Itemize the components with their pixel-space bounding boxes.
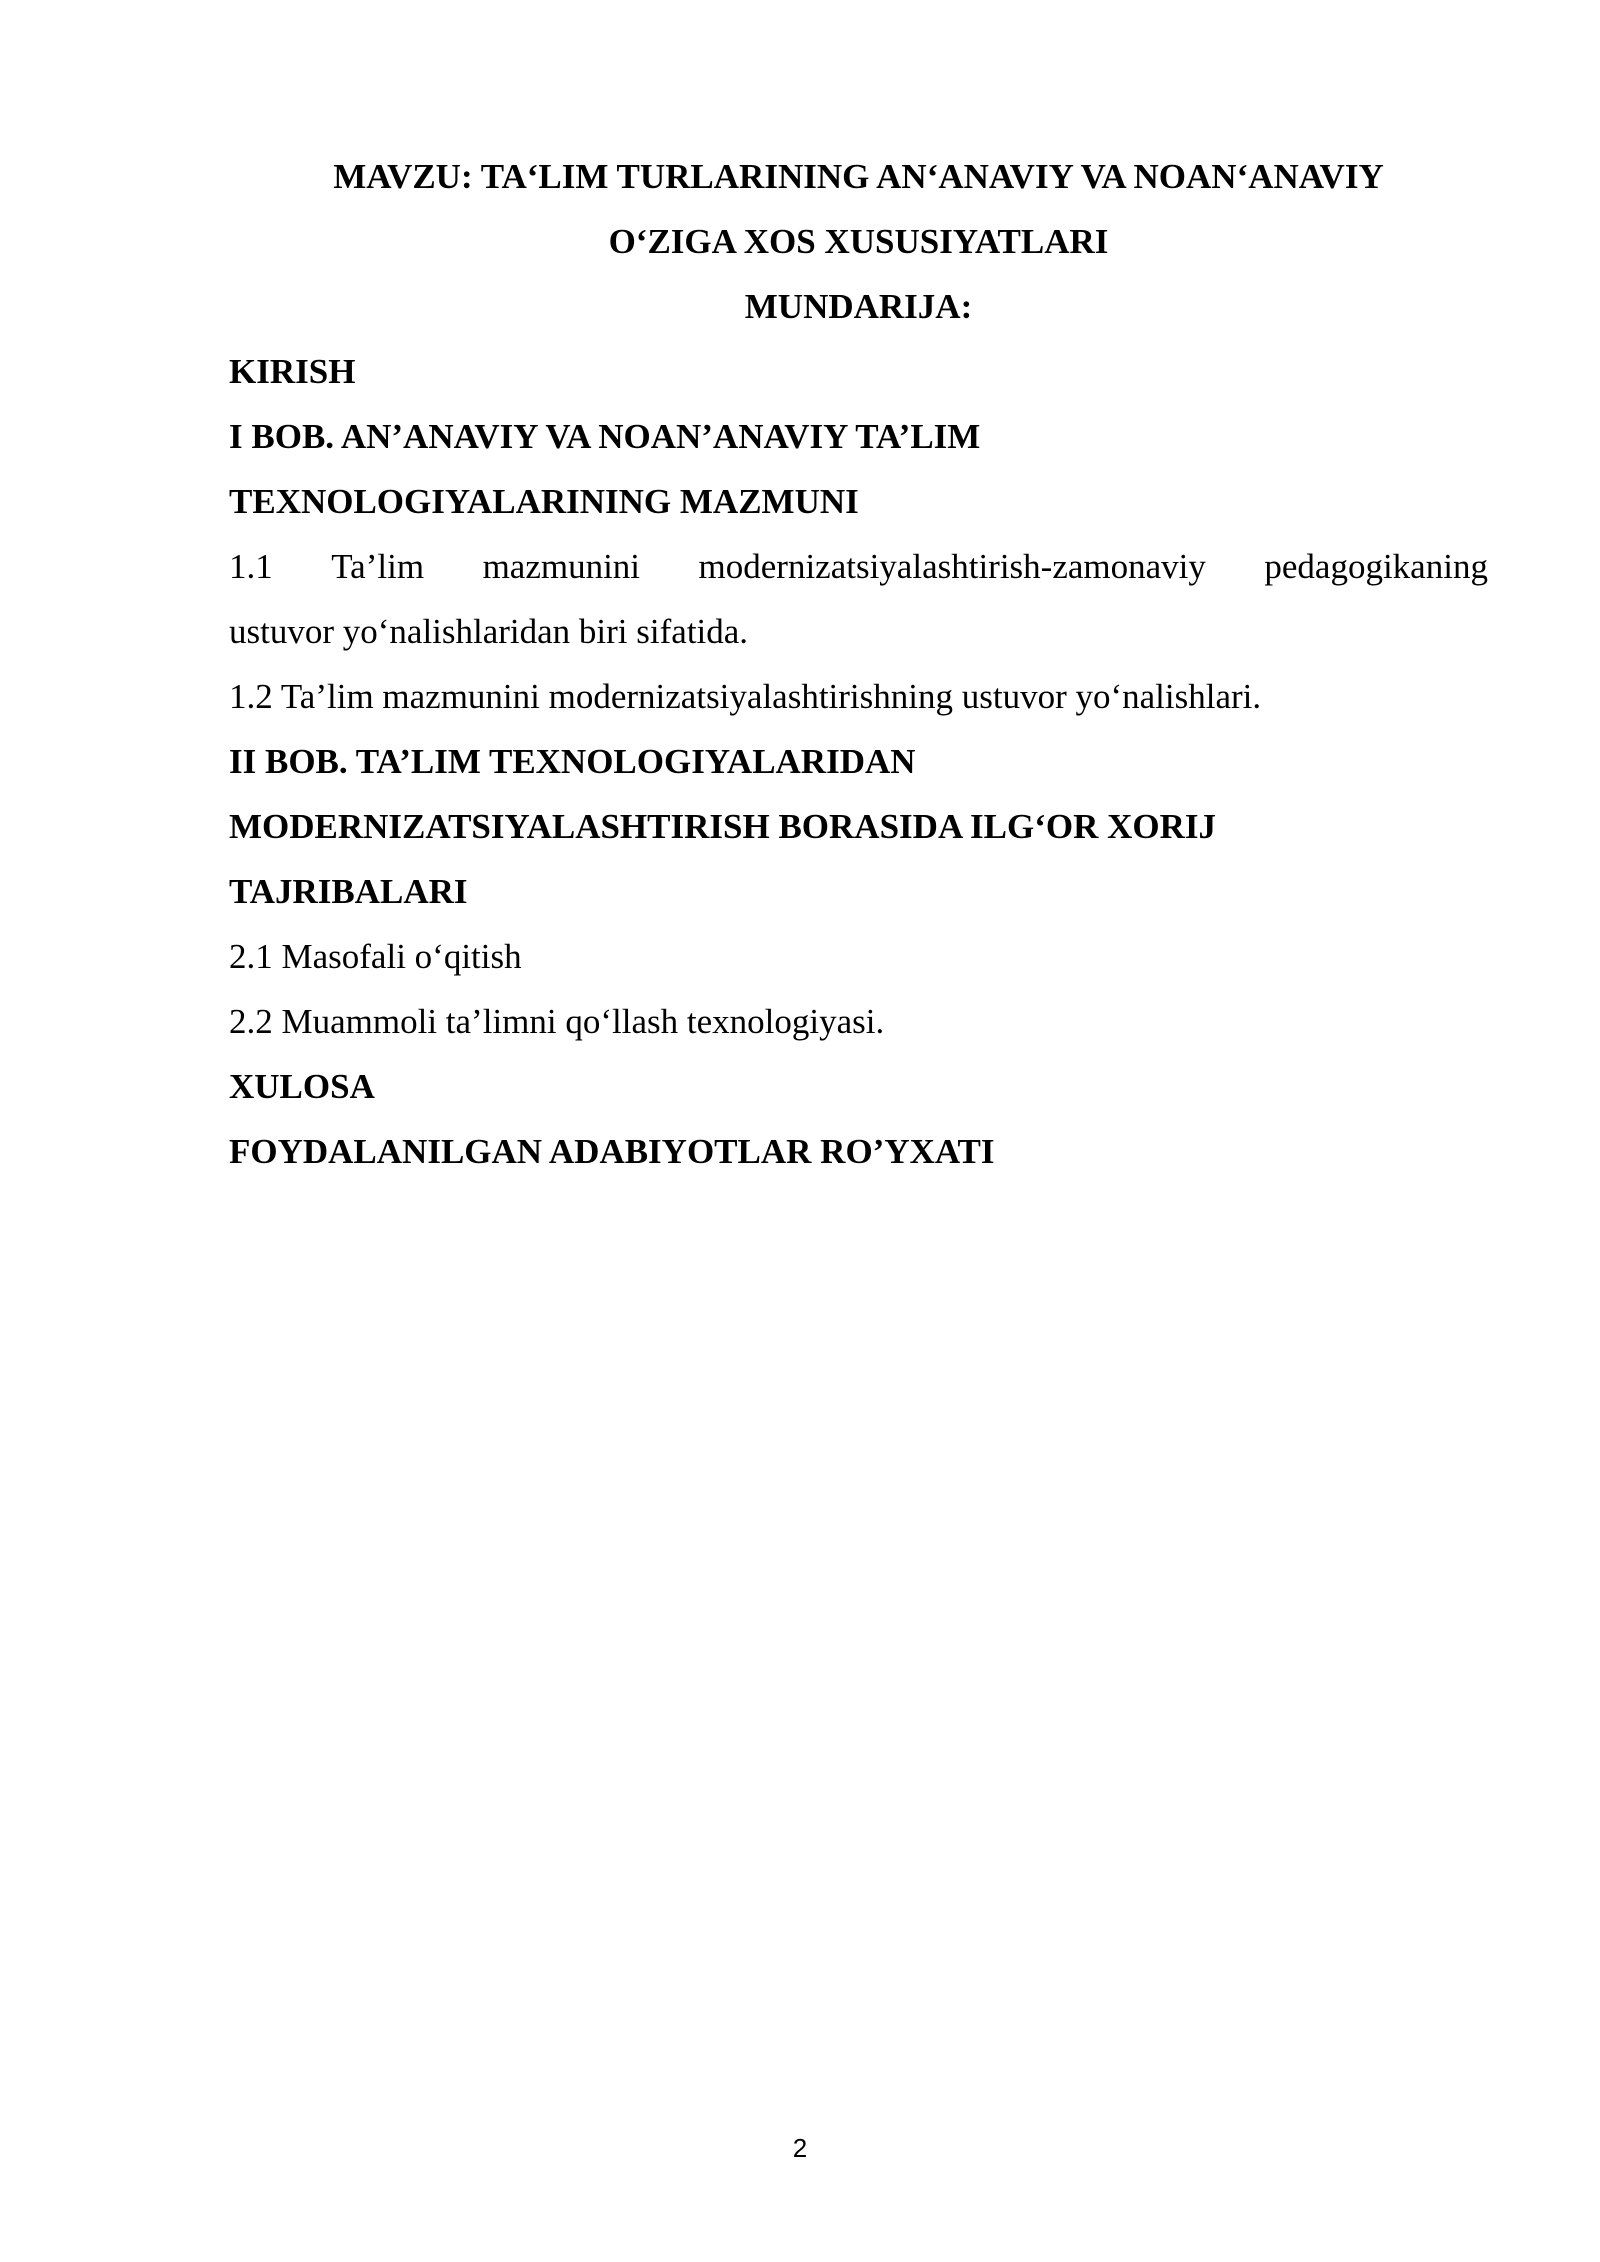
toc-section-1-1-word: Ta’lim <box>331 547 425 586</box>
toc-section-1-1 <box>229 534 1488 599</box>
contents-heading: MUNDARIJA: <box>744 287 973 326</box>
page-number: 2 <box>792 2133 808 2163</box>
toc-section-2-1: 2.1 Masofali o‘qitish <box>229 937 522 976</box>
toc-section-1-1-word: mazmunini <box>482 547 641 586</box>
toc-conclusion: XULOSA <box>229 1067 375 1106</box>
toc-section-1-1-word: pedagogikaning <box>1264 547 1488 586</box>
title-line-1: MAVZU: TA‘LIM TURLARINING AN‘ANAVIY VA NOAN‘ANAVIY <box>333 157 1384 196</box>
toc-intro: KIRISH <box>229 352 356 391</box>
toc-section-1-1-word: 1.1 <box>229 547 273 586</box>
toc-section-2-2: 2.2 Muammoli ta’limni qo‘llash texnologiyasi. <box>229 1002 885 1041</box>
toc-section-1-1-continuation: ustuvor yo‘nalishlaridan biri sifatida. <box>229 612 749 651</box>
title-line-2: O‘ZIGA XOS XUSUSIYATLARI <box>608 222 1109 261</box>
toc-section-1-2: 1.2 Ta’lim mazmunini modernizatsiyalashtirishning ustuvor yo‘nalishlari. <box>229 677 1262 716</box>
toc-chapter-1-line-2: TEXNOLOGIYALARINING MAZMUNI <box>229 482 859 521</box>
toc-chapter-1-line-1: I BOB. AN’ANAVIY VA NOAN’ANAVIY TA’LIM <box>229 417 981 456</box>
toc-section-1-1-word: modernizatsiyalashtirish-zamonaviy <box>698 547 1206 586</box>
toc-references: FOYDALANILGAN ADABIYOTLAR RO’YXATI <box>229 1132 995 1171</box>
page-content <box>229 144 1488 1184</box>
toc-chapter-2-line-3: TAJRIBALARI <box>229 872 468 911</box>
toc-chapter-2-line-2: MODERNIZATSIYALASHTIRISH BORASIDA ILG‘OR XORIJ <box>229 807 1217 846</box>
toc-chapter-2-line-1: II BOB. TA’LIM TEXNOLOGIYALARIDAN <box>229 742 916 781</box>
